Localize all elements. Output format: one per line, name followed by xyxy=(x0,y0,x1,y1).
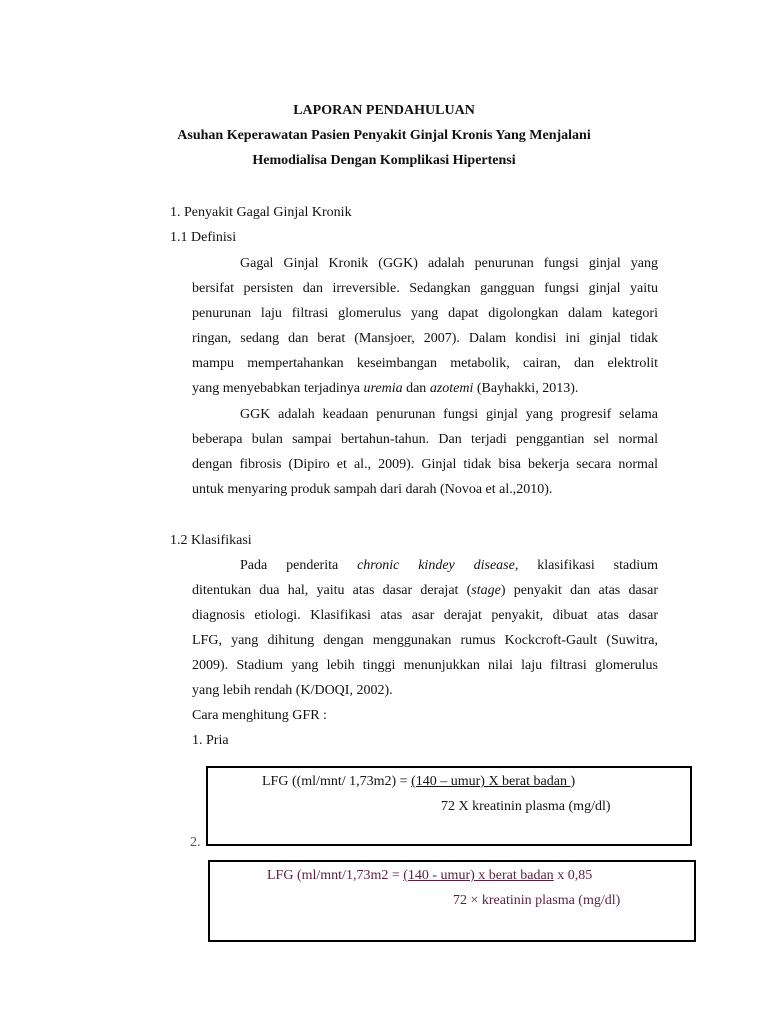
formula-male-numerator-line: LFG ((ml/mnt/ 1,73m2) = (140 – umur) X berat badan ) xyxy=(262,774,576,789)
classification-line: 2009). Stadium yang lebih tinggi menunjukkan nilai laju filtrasi glomerulus xyxy=(192,658,658,673)
formula-denominator: 72 X kreatinin plasma (mg/dl) xyxy=(441,799,611,814)
classification-line: ditentukan dua hal, yaitu atas dasar derajat (stage) penyakit dan atas dasar xyxy=(192,583,658,598)
classification-line: Pada penderita chronic kindey disease, klasifikasi stadium xyxy=(240,558,658,573)
definition-line: dengan fibrosis (Dipiro et al., 2009). Ginjal tidak bisa bekerja secara normal xyxy=(192,457,658,472)
section-1-2-heading: 1.2 Klasifikasi xyxy=(170,533,252,548)
definition-line: GGK adalah keadaan penurunan fungsi ginjal yang progresif selama xyxy=(240,407,658,422)
classification-line: diagnosis etiologi. Klasifikasi atas asar derajat penyakit, dibuat atas dasar xyxy=(192,608,658,623)
formula-lhs: LFG (ml/mnt/1,73m2 = xyxy=(267,868,404,883)
classification-line: LFG, yang dihitung dengan menggunakan rumus Kockcroft-Gault (Suwitra, xyxy=(192,633,658,648)
definition-line-last: yang menyebabkan terjadinya uremia dan azotemi (Bayhakki, 2013). xyxy=(192,381,579,396)
formula-factor: x 0,85 xyxy=(553,868,593,883)
definition-line: penurunan laju filtrasi glomerulus yang dapat digolongkan dalam kategori xyxy=(192,306,658,321)
list-item-pria: 1. Pria xyxy=(192,733,229,748)
definition-line: bersifat persisten dan irreversible. Sedangkan gangguan fungsi ginjal yaitu xyxy=(192,281,658,296)
formula-numerator: (140 - umur) x berat badan xyxy=(403,868,554,883)
list-item-2: 2. xyxy=(190,835,201,850)
definition-line-last: untuk menyaring produk sampah dari darah (Novoa et al.,2010). xyxy=(192,482,553,497)
doc-subtitle-line-2: Hemodialisa Dengan Komplikasi Hipertensi xyxy=(252,153,516,168)
formula-female-numerator-line xyxy=(267,868,592,884)
doc-title: LAPORAN PENDAHULUAN xyxy=(293,103,475,118)
formula-numerator: (140 – umur) X berat badan xyxy=(411,774,571,789)
formula-box-female xyxy=(208,860,696,942)
formula-lhs: LFG ((ml/mnt/ 1,73m2) = xyxy=(262,774,412,789)
classification-line-last: yang lebih rendah (K/DOQI, 2002). xyxy=(192,683,393,698)
term-ckd: chronic kindey disease xyxy=(357,558,515,573)
formula-denominator: 72 × kreatinin plasma (mg/dl) xyxy=(453,893,621,908)
definition-line: Gagal Ginjal Kronik (GGK) adalah penurunan fungsi ginjal yang xyxy=(240,256,658,271)
gfr-label: Cara menghitung GFR : xyxy=(192,708,327,723)
definition-line: beberapa bulan sampai bertahun-tahun. Dan terjadi penggantian sel normal xyxy=(192,432,658,447)
section-1-1-heading: 1.1 Definisi xyxy=(170,230,237,245)
definition-line: mampu mempertahankan keseimbangan metabolik, cairan, dan elektrolit xyxy=(192,356,658,371)
formula-box-male xyxy=(206,766,692,846)
term-stage: stage xyxy=(471,583,501,598)
definition-line: ringan, sedang dan berat (Mansjoer, 2007). Dalam kondisi ini ginjal tidak xyxy=(192,331,658,346)
term-azotemi: azotemi xyxy=(429,381,474,396)
term-uremia: uremia xyxy=(363,381,403,396)
section-1-heading: 1. Penyakit Gagal Ginjal Kronik xyxy=(170,205,352,220)
doc-subtitle-line-1: Asuhan Keperawatan Pasien Penyakit Ginjal Kronis Yang Menjalani xyxy=(177,128,591,143)
